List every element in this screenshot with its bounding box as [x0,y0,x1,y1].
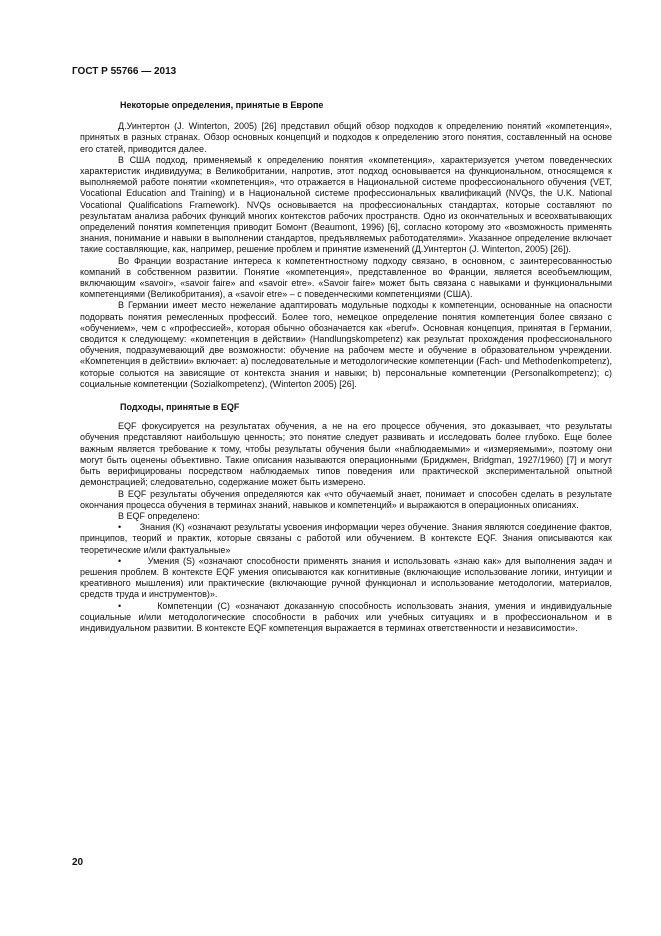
bullet-item-competence [80,601,612,635]
paragraph: В EQF определено: [118,510,200,521]
page-number: 20 [72,857,84,868]
paragraph: В США подход, применяемый к определению понятия «компетенция», характеризуется учетом поведенческих характеристик индивидуума; в Великобритании, напротив, этот подход основывается на функциональном, относящемся к выполняемой работе понятии «компетенция», что отражается в Национальной системе профессионального обучения (VET, Vocational Education and Training) и в Национальной системе профессиональных квалификаций (NVQs, the U.K. National Vocational Qualifications Framework). NVQs основывается на профессиональных стандартах, которые составляют по результатам анализа рабочих функций многих контекстов рабочих пространств. Одно из окончательных и всеохватывающих определений понятия компетенция приводит Бомонт (Beaumont, 1996) [6], согласно которому это «возможность применять знания, понимание и навыки в выполнении стандартов, предъявляемых работодателями». Указанное определение включает такие составляющие, как, например, решение проблем и принятие изменений (Д.Уинтертон (J. Winterton, 2005) [26]). [80,154,612,255]
bullet-item-knowledge [80,522,612,556]
bullet-icon: • [118,555,148,566]
page-body [80,100,612,634]
paragraph: Д.Уинтертон (J. Winterton, 2005) [26] представил общий обзор подходов к определению понятий «компетенция», принятых в разных странах. Обзор основных концепций и подходов к определению этого понятия, составленный на основе его статей, приводится далее. [80,121,612,154]
paragraph: EQF фокусируется на результатах обучения, а не на его процессе обучения, это доказывает, что результаты обучения представляют наибольшую ценность; это понятие следует развивать и исследовать более глубоко. Еще более важным является требование к тому, чтобы результаты обучения были «наблюдаемыми» и «измеряемыми», поэтому они могут быть оценены объективно. Такие описания называются операционными (Бриджмен, Bridgman, 1927/1960) [7] и могут быть верифицированы посредством наблюдаемых типов поведения или практической экспериментальной опытной демонстрацией; следовательно, содержание может быть измерено. [80,421,612,488]
paragraph: В Германии имеет место нежелание адаптировать модульные подходы к компетенции, основанные на опасности подорвать понятия ремесленных профессий. Более того, немецкое определение понятия компетенция более связано с «обучением», чем с «профессией», которая обычно обозначается как «beruf». Основная концепция, принятая в Германии, сводится к следующему: «компетенция в действии» (Handlungskompetenz) как результат прохождения профессионального обучения, подразумевающий две возможности: обучение на рабочем месте и обучение в образовательном учреждении. «Компетенция в действии» включает: а) последовательные и методологические компетенции (Fach- und Methodenkompetenz), которые сольются на зависящие от контекста знания и навыки; b) персональные компетенции (Personalkompetenz); c) социальные компетенции (Sozialkompetenz), (Winterton 2005) [26]. [80,300,612,389]
paragraph: В EQF результаты обучения определяются как «что обучаемый знает, понимает и способен сделать в результате окончания процесса обучения в терминах знаний, навыков и компетенций» и выражаются в операционных описаниях. [80,488,612,510]
bullet-item-skills [80,556,612,601]
section-title-eqf: Подходы, принятые в EQF [120,402,240,413]
bullet-text: Знания (K) «означают результаты усвоения информации через обучение. Знания являются соединение фактов, принципов, теорий и практик, которые связаны с работой или обучением. В контексте EQF. Знания описываются как теоретические и/или фактуальные» [80,522,612,555]
bullet-icon: • [118,600,158,611]
section-title-europe: Некоторые определения, принятые в Европе [120,100,324,110]
paragraph: Во Франции возрастание интереса к компетентностному подходу связано, в основном, с заинтересованностью компаний в собственном развитии. Понятие «компетенция», представленное во Франции, является всеобъемлющим, включающим «savoir», «savoir faire» and «savoir etre». «Savoir faire» может быть связана с навыками и функциональными компетенциями (Великобритания), а «savoir etre» – с поведенческими компетенциями (США). [80,255,612,300]
bullet-text: Умения (S) «означают способности применять знания и использовать «знаю как» для выполнения задач и решения проблем. В контексте EQF умения описываются как когнитивные (включающие использование логики, интуиции и креативного мышления) или практические (включающие ручной функционал и использование методологии, материалов, средств труда и инструментов)». [80,555,612,600]
document-header: ГОСТ Р 55766 — 2013 [72,66,177,77]
bullet-text: Компетенции (C) «означают доказанную способность использовать знания, умения и индивидуальные социальные и/или методологические способности в рабочих или учебных ситуациях и в профессиональном и в индивидуальном развитии. В контексте EQF компетенция выражается в терминах ответственности и независимости». [80,600,613,633]
bullet-icon: • [118,522,140,533]
